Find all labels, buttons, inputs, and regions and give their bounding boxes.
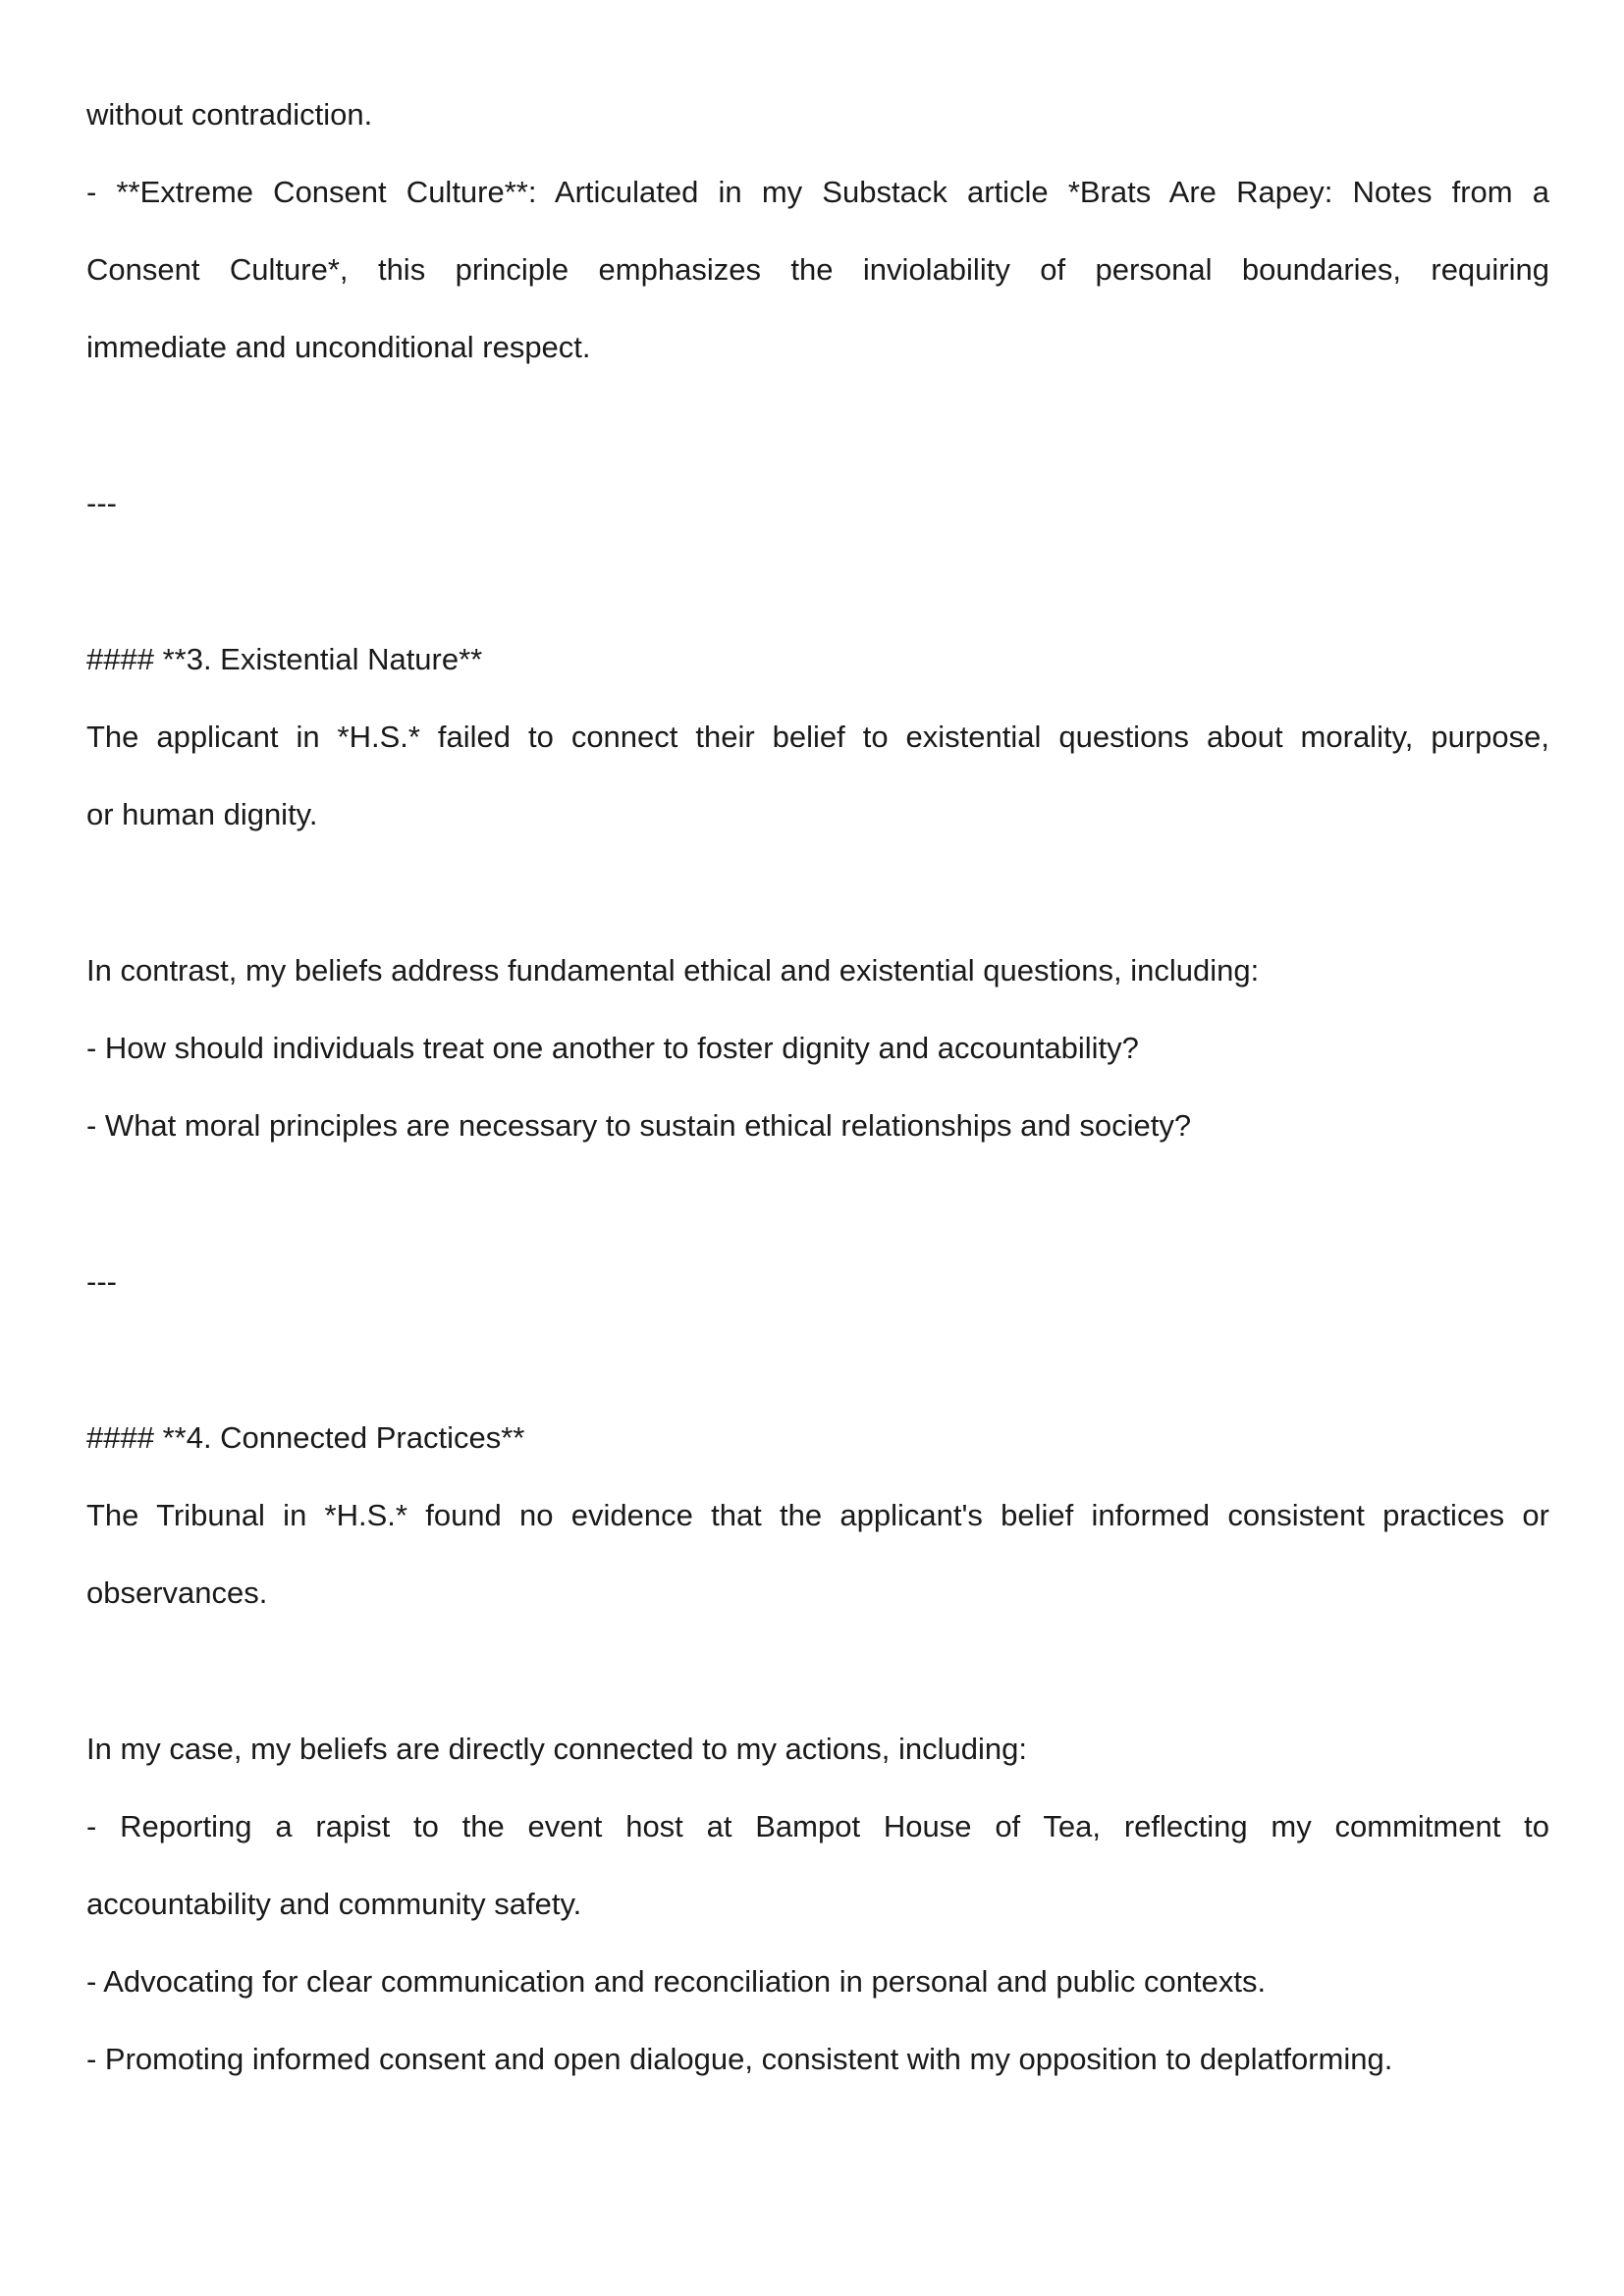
paragraph-line: Consent Culture*, this principle emphasizes the inviolability of personal boundaries, requiring [86,252,1549,287]
paragraph-line: In my case, my beliefs are directly connected to my actions, including: [86,1732,1027,1766]
list-item-line: - Promoting informed consent and open dialogue, consistent with my opposition to deplatforming. [86,2042,1393,2076]
paragraph-line: accountability and community safety. [86,1887,582,1921]
list-item-line: - What moral principles are necessary to sustain ethical relationships and society? [86,1108,1192,1143]
paragraph-line: immediate and unconditional respect. [86,330,591,364]
section-heading: #### **4. Connected Practices** [86,1420,525,1455]
list-item-line: - Reporting a rapist to the event host at Bampot House of Tea, reflecting my commitment to [86,1809,1549,1843]
paragraph-line: observances. [86,1575,268,1610]
paragraph-line: In contrast, my beliefs address fundamental ethical and existential questions, including: [86,953,1260,988]
paragraph-line: The applicant in *H.S.* failed to connect their belief to existential questions about morality, purpose, [86,720,1549,754]
paragraph-line: or human dignity. [86,797,318,831]
paragraph-line: without contradiction. [86,97,373,132]
horizontal-rule-marker: --- [86,1264,117,1299]
list-item-line: - How should individuals treat one another to foster dignity and accountability? [86,1031,1139,1065]
paragraph-line: The Tribunal in *H.S.* found no evidence that the applicant's belief informed consistent practices or [86,1498,1549,1532]
list-item-line: - **Extreme Consent Culture**: Articulated in my Substack article *Brats Are Rapey: Notes from a [86,175,1549,209]
list-item-line: - Advocating for clear communication and reconciliation in personal and public contexts. [86,1964,1267,1999]
horizontal-rule-marker: --- [86,486,117,520]
section-heading: #### **3. Existential Nature** [86,642,483,676]
